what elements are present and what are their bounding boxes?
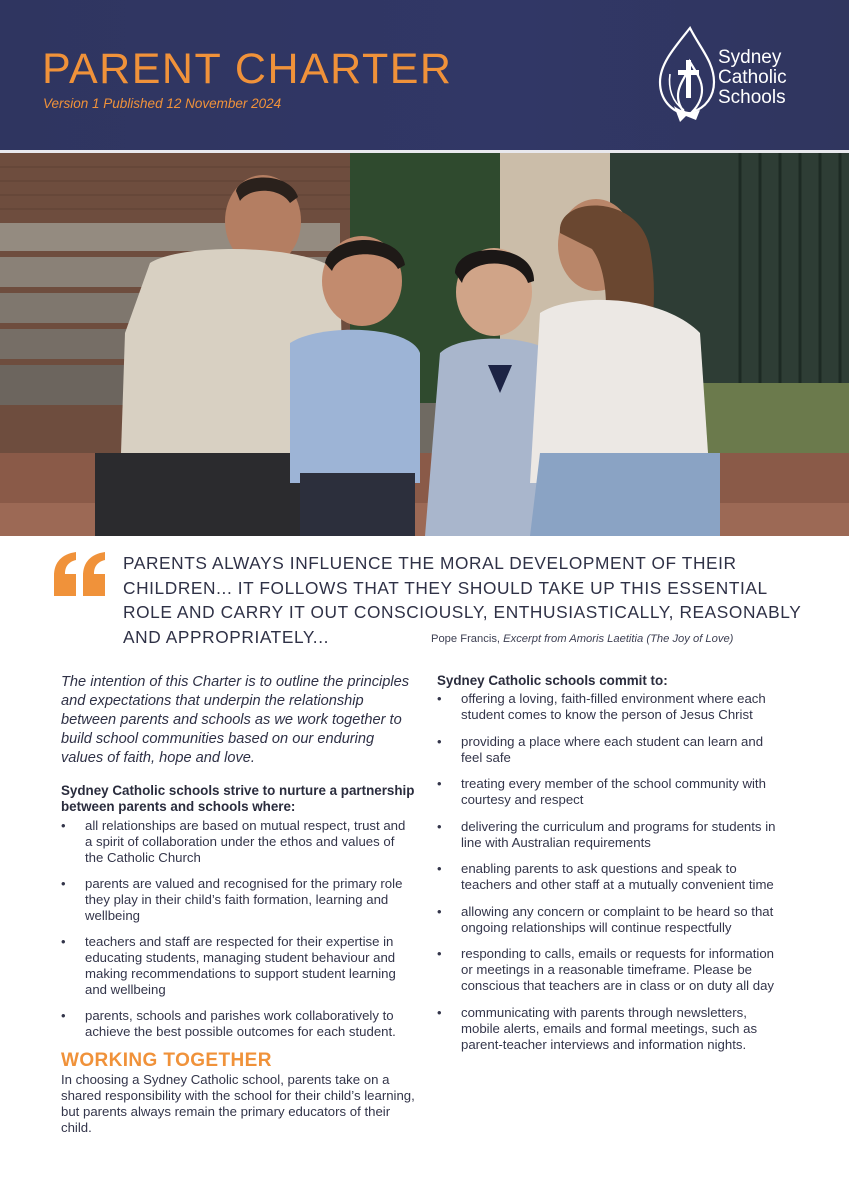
pull-quote: PARENTS ALWAYS INFLUENCE THE MORAL DEVELOPMENT OF THEIR CHILDREN... IT FOLLOWS THAT THEY SHOULD TAKE UP THIS ESSENTIAL ROLE AND CARRY IT OUT CONSCIOUSLY, ENTHUSIASTICALLY, REASONABLY AND APPROPRIATELY... <box>123 553 802 647</box>
strive-list <box>61 818 415 1040</box>
header-banner <box>0 0 849 150</box>
strive-heading: Sydney Catholic schools strive to nurture a partnership between parents and schools where: <box>61 783 415 814</box>
list-item: • parents, schools and parishes work collaboratively to achieve the best possible outcomes for each student. <box>61 1008 415 1040</box>
logo-line-catholic: Catholic <box>718 67 787 88</box>
logo-wordmark <box>718 48 787 108</box>
family-photo <box>0 153 849 536</box>
page-title: PARENT CHARTER <box>42 45 453 93</box>
list-item: • enabling parents to ask questions and speak to teachers and other staff at a mutually convenient time <box>437 861 787 893</box>
quote-source: Excerpt from Amoris Laetitia (The Joy of Love) <box>503 633 734 645</box>
list-item: • parents are valued and recognised for the primary role they play in their child’s faith formation, learning and wellbeing <box>61 876 415 924</box>
commit-list <box>437 691 787 1053</box>
right-column <box>437 673 787 1063</box>
list-item: • all relationships are based on mutual respect, trust and a spirit of collaboration under the ethos and values of the Catholic Church <box>61 818 415 866</box>
logo-line-sydney: Sydney <box>718 47 782 68</box>
sydney-catholic-schools-logo <box>656 26 816 126</box>
list-item: • responding to calls, emails or requests for information or meetings in a reasonable timeframe. Please be conscious that teachers are in class or on duty all day <box>437 946 787 994</box>
list-item: • providing a place where each student can learn and feel safe <box>437 734 787 766</box>
left-column <box>61 673 415 1136</box>
list-item: • allowing any concern or complaint to be heard so that ongoing relationships will continue respectfully <box>437 904 787 936</box>
charter-intro: The intention of this Charter is to outline the principles and expectations that underpin the relationship between parents and schools as we work together to build school communities based on our enduring values of faith, hope and love. <box>61 674 410 766</box>
quote-attribution <box>431 633 733 645</box>
quotation-mark-icon <box>50 548 110 600</box>
list-item: • offering a loving, faith-filled environment where each student comes to know the person of Jesus Christ <box>437 691 787 723</box>
list-item: • teachers and staff are respected for their expertise in educating students, managing student behaviour and making recommendations to support student learning and wellbeing <box>61 934 415 998</box>
list-item: • delivering the curriculum and programs for students in line with Australian requirements <box>437 819 787 851</box>
working-together-text: In choosing a Sydney Catholic school, parents take on a shared responsibility with the school for their child’s learning, but parents always remain the primary educators of their child. <box>61 1072 415 1135</box>
flame-cross-icon <box>656 26 718 126</box>
version-note: Version 1 Published 12 November 2024 <box>43 96 282 111</box>
commit-heading: Sydney Catholic schools commit to: <box>437 673 668 688</box>
list-item: • treating every member of the school community with courtesy and respect <box>437 776 787 808</box>
list-item: • communicating with parents through newsletters, mobile alerts, emails and formal meetings, such as parent-teacher interviews and information nights. <box>437 1005 787 1053</box>
working-together-heading: WORKING TOGETHER <box>61 1050 272 1071</box>
quote-author: Pope Francis, <box>431 633 501 645</box>
logo-line-schools: Schools <box>718 87 786 108</box>
